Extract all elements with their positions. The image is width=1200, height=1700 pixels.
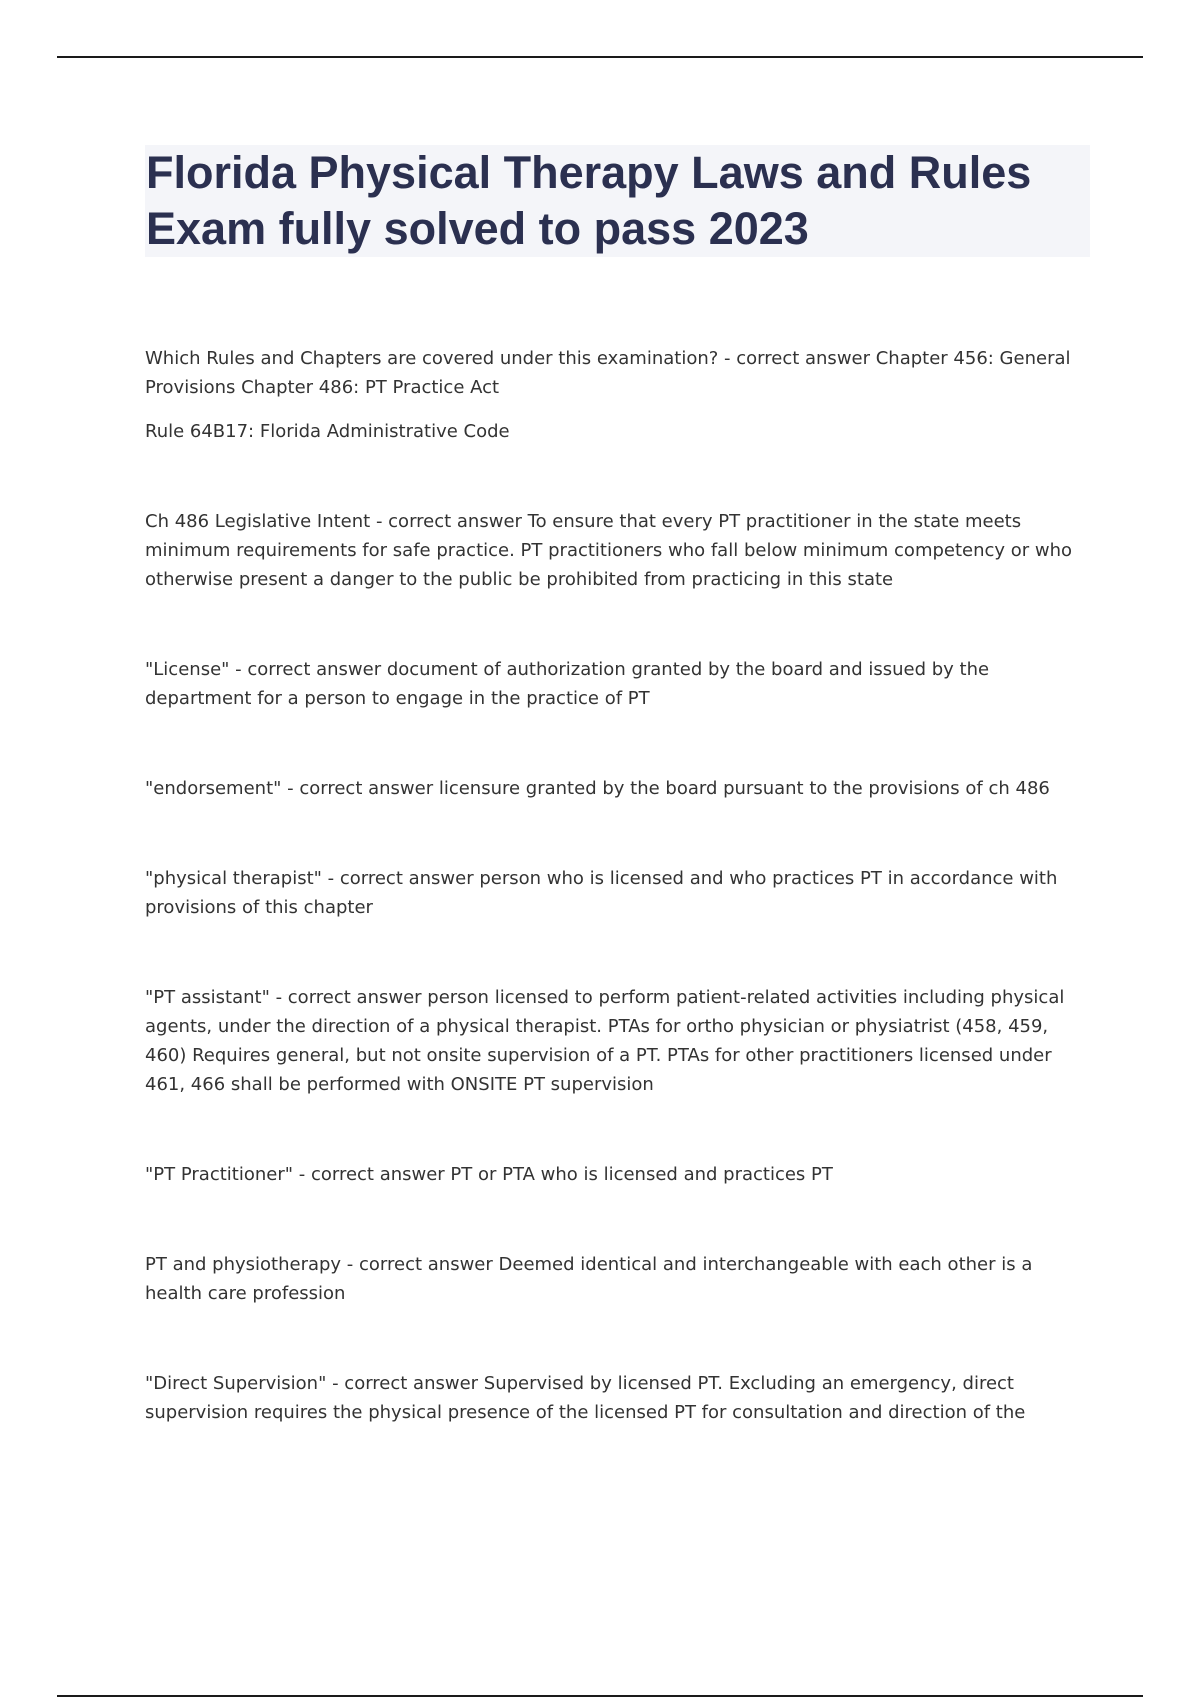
qa-entry <box>145 344 1095 446</box>
qa-text: "Direct Supervision" - correct answer Supervised by licensed PT. Excluding an emergency, direct supervision requires the physical presence of the licensed PT for consultation and direction of the <box>145 1373 1026 1423</box>
qa-entry <box>145 507 1095 594</box>
qa-entry <box>145 774 1095 803</box>
qa-entry <box>145 1369 1095 1427</box>
document-body <box>145 344 1095 1427</box>
qa-text: Ch 486 Legislative Intent - correct answer To ensure that every PT practitioner in the state meets minimum requirements for safe practice. PT practitioners who fall below minimum competency or who otherwise present a danger to the public be prohibited from practicing in this state <box>145 511 1073 590</box>
qa-text: "PT Practitioner" - correct answer PT or PTA who is licensed and practices PT <box>145 1164 833 1185</box>
top-divider <box>57 56 1143 58</box>
qa-text: PT and physiotherapy - correct answer Deemed identical and interchangeable with each other is a health care profession <box>145 1254 1033 1304</box>
qa-entry <box>145 983 1095 1099</box>
qa-text: Which Rules and Chapters are covered under this examination? - correct answer Chapter 456: General Provisions Chapter 486: PT Practice Act <box>145 348 1071 398</box>
qa-text: "License" - correct answer document of authorization granted by the board and issued by the department for a person to engage in the practice of PT <box>145 659 990 709</box>
bottom-divider <box>57 1695 1143 1697</box>
qa-entry <box>145 655 1095 713</box>
qa-entry <box>145 864 1095 922</box>
title-block <box>145 145 1090 257</box>
qa-entry <box>145 1250 1095 1308</box>
qa-text: "physical therapist" - correct answer person who is licensed and who practices PT in accordance with provisions of this chapter <box>145 868 1058 918</box>
qa-entry <box>145 1160 1095 1189</box>
qa-text: "PT assistant" - correct answer person licensed to perform patient-related activities including physical agents, under the direction of a physical therapist. PTAs for ortho physician or physiatrist (458, 459, 460) Requires general, but not onsite supervision of a PT. PTAs for other practitioners licensed under 461, 466 shall be performed with ONSITE PT supervision <box>145 987 1065 1095</box>
qa-extra-text: Rule 64B17: Florida Administrative Code <box>145 421 510 442</box>
qa-text: "endorsement" - correct answer licensure granted by the board pursuant to the provisions of ch 486 <box>145 778 1050 799</box>
document-title: Florida Physical Therapy Laws and Rules Exam fully solved to pass 2023 <box>146 147 1032 254</box>
